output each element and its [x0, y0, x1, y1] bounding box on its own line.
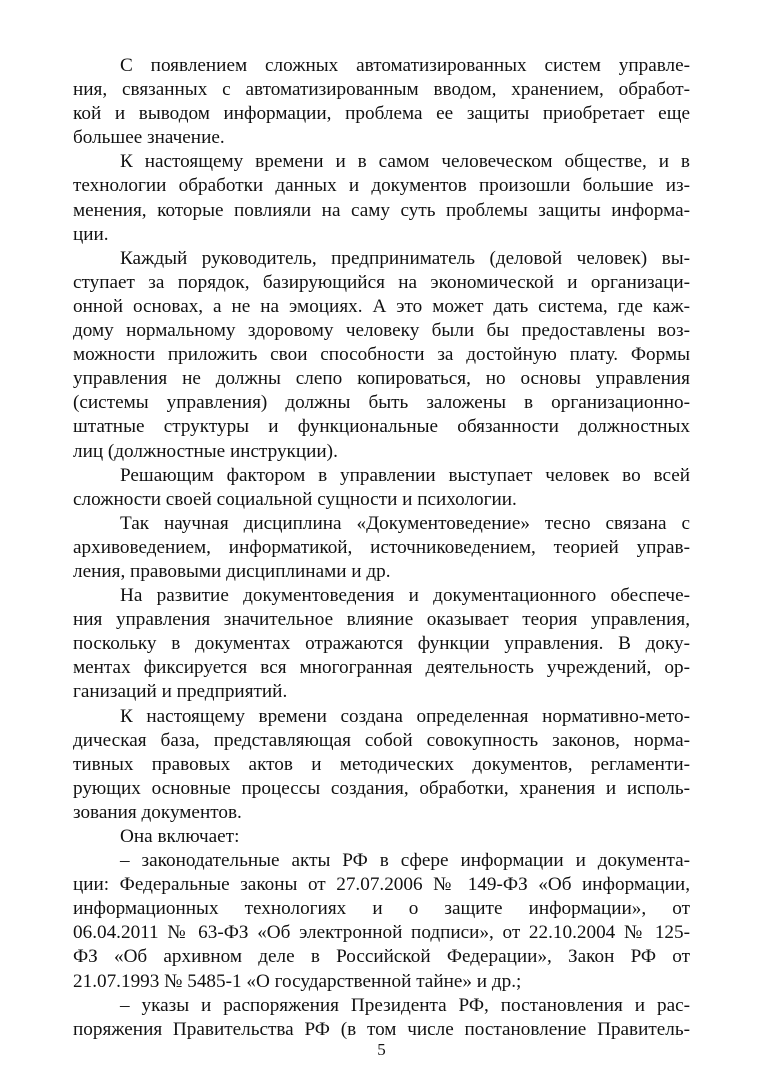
text-line: ции. — [73, 223, 109, 245]
text-line: На развитие документоведения и документационного обеспече- — [120, 585, 690, 607]
text-line: ганизаций и предприятий. — [73, 681, 288, 703]
text-line: Решающим фактором в управлении выступает человек во всей — [120, 464, 690, 486]
text-line: менения, которые повлияли на саму суть проблемы защиты информа- — [73, 199, 690, 221]
list-item-line: – указы и распоряжения Президента РФ, постановления и рас- — [120, 994, 690, 1016]
text-line: технологии обработки данных и документов произошли большие из- — [73, 175, 690, 197]
text-line: Она включает: — [120, 826, 240, 847]
text-line: лиц (должностные инструкции). — [73, 440, 338, 462]
text-line: рующих основные процессы создания, обработки, хранения и исполь- — [73, 777, 690, 799]
text-line: онной основах, а не на эмоциях. А это может дать система, где каж- — [73, 295, 690, 317]
text-line: 21.07.1993 № 5485-1 «О государственной тайне» и др.; — [73, 970, 522, 992]
text-line: штатные структуры и функциональные обязанности должностных — [73, 416, 690, 438]
text-line: К настоящему времени и в самом человеческом обществе, и в — [120, 151, 690, 173]
text-line: зования документов. — [73, 801, 242, 823]
text-line: (системы управления) должны быть заложены в организационно- — [73, 392, 690, 414]
text-line: ции: Федеральные законы от 27.07.2006 № 149-ФЗ «Об информации, — [73, 874, 690, 896]
text-line: Так научная дисциплина «Документоведение» тесно связана с — [120, 512, 690, 534]
text-line: дому нормальному здоровому человеку были бы предоставлены воз- — [73, 320, 690, 342]
text-line: управления не должны слепо копироваться, но основы управления — [73, 368, 690, 390]
text-line: ФЗ «Об архивном деле в Российской Федерации», Закон РФ от — [73, 946, 690, 968]
text-line: ния, связанных с автоматизированным вводом, хранением, обработ- — [73, 79, 690, 101]
document-page — [73, 54, 690, 1042]
list-item-line: – законодательные акты РФ в сфере информации и документа- — [120, 850, 690, 872]
text-line: тивных правовых актов и методических документов, регламенти- — [73, 753, 690, 775]
text-line: можности приложить свои способности за достойную плату. Формы — [73, 344, 690, 366]
text-line: С появлением сложных автоматизированных систем управле- — [120, 55, 690, 76]
text-line: ления, правовыми дисциплинами и др. — [73, 560, 391, 582]
text-line: сложности своей социальной сущности и психологии. — [73, 488, 517, 510]
text-line: большее значение. — [73, 127, 225, 149]
page-number: 5 — [377, 1040, 386, 1059]
text-line: поскольку в документах отражаются функции управления. В доку- — [73, 633, 690, 655]
text-line: кой и выводом информации, проблема ее защиты приобретает еще — [73, 103, 690, 125]
text-line: архивоведением, информатикой, источниковедением, теорией управ- — [73, 536, 690, 558]
text-line: ния управления значительное влияние оказывает теория управления, — [73, 609, 690, 631]
text-line: К настоящему времени создана определенная нормативно-мето- — [120, 705, 690, 727]
text-line: Каждый руководитель, предприниматель (деловой человек) вы- — [120, 247, 690, 269]
text-line: ступает за порядок, базирующийся на экономической и организаци- — [73, 271, 690, 293]
text-line: информационных технологиях и о защите информации», от — [73, 898, 690, 920]
text-line: ментах фиксируется вся многогранная деятельность учреждений, ор- — [73, 657, 690, 679]
text-line: поряжения Правительства РФ (в том числе постановление Правитель- — [73, 1018, 690, 1040]
text-line: 06.04.2011 № 63-ФЗ «Об электронной подписи», от 22.10.2004 № 125- — [73, 922, 690, 944]
text-line: дическая база, представляющая собой совокупность законов, норма- — [73, 729, 690, 751]
